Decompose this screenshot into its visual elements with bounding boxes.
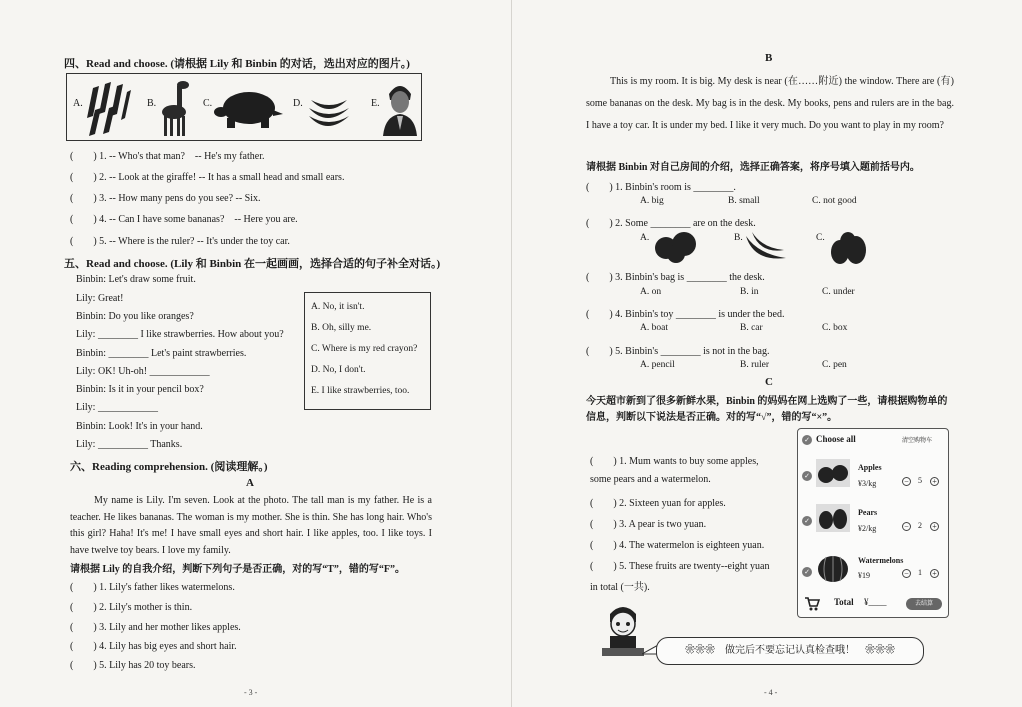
- pears-plus-button[interactable]: +: [930, 522, 939, 531]
- pb-q5-option: B. ruler: [740, 360, 770, 370]
- s4-item-1: ( ) 1. -- Who's that man? -- He's my father.: [70, 151, 265, 162]
- dialogue-line: Lily: __________ Thanks.: [76, 439, 183, 450]
- section-6-title: 六、Reading comprehension. (阅读理解。): [70, 461, 268, 473]
- pb-q2-letter-b: B.: [734, 233, 743, 243]
- apples-price: ¥3/kg: [858, 479, 877, 488]
- student-mascot-icon: [600, 600, 646, 658]
- pb-q3-option: B. in: [740, 287, 759, 297]
- apples-name: Apples: [858, 463, 882, 472]
- pears-checkbox[interactable]: ✓: [802, 516, 812, 526]
- watermelons-plus-button[interactable]: +: [930, 569, 939, 578]
- dialogue-line: Binbin: Let's draw some fruit.: [76, 274, 196, 285]
- watermelons-minus-button[interactable]: −: [902, 569, 911, 578]
- apples-plus-button[interactable]: +: [930, 477, 939, 486]
- pc-item-3: ( ) 3. A pear is two yuan.: [590, 519, 707, 530]
- s6-item-3: ( ) 3. Lily and her mother likes apples.: [70, 622, 241, 633]
- apples-icon: [816, 459, 850, 487]
- pb-q3-option: A. on: [640, 287, 662, 297]
- option-c: C. Where is my red crayon?: [311, 344, 418, 354]
- shopping-cart: [797, 428, 949, 618]
- apples-minus-button[interactable]: −: [902, 477, 911, 486]
- dialogue-line: Lily: Great!: [76, 293, 124, 304]
- section-4-title: 四、Read and choose. (请根据 Lily 和 Binbin 的对话，选出对应的图片。): [64, 58, 410, 70]
- apples-qty: 5: [918, 476, 922, 485]
- dialogue-line: Lily: ____________: [76, 402, 158, 413]
- dialogue-line: Lily: OK! Uh-oh! ____________: [76, 366, 210, 377]
- section-5-title: 五、Read and choose. (Lily 和 Binbin 在一起画画，选择合适的句子补全对话。): [64, 258, 441, 270]
- choose-all-checkbox[interactable]: ✓: [802, 435, 812, 445]
- pc-item-2: ( ) 2. Sixteen yuan for apples.: [590, 498, 726, 509]
- watermelons-price: ¥19: [858, 571, 870, 580]
- giraffe-icon: [159, 78, 195, 136]
- pb-q1-option: B. small: [728, 196, 760, 206]
- s6-item-4: ( ) 4. Lily has big eyes and short hair.: [70, 641, 237, 652]
- pencils-icon: [87, 78, 131, 136]
- pb-question-4: ( ) 4. Binbin's toy ________ is under the bed.: [586, 309, 785, 320]
- pb-q4-option: A. boat: [640, 323, 668, 333]
- passage-b-instruction: 请根据 Binbin 对自己房间的介绍，选择正确答案，将序号填入题前括号内。: [586, 162, 920, 173]
- pb-question-5: ( ) 5. Binbin's ________ is not in the bag.: [586, 346, 770, 357]
- pears-price: ¥2/kg: [858, 524, 877, 533]
- option-b: B. Oh, silly me.: [311, 323, 372, 333]
- page-number-right: - 4 -: [764, 688, 778, 697]
- apples-checkbox[interactable]: ✓: [802, 471, 812, 481]
- cart-icon: [804, 595, 820, 611]
- pb-question-3: ( ) 3. Binbin's bag is ________ the desk.: [586, 272, 765, 283]
- checkout-button[interactable]: 去结算: [906, 598, 942, 610]
- total-value: ¥____: [864, 597, 887, 607]
- reminder-banner: ❀❀❀ 做完后不要忘记认真检查哦！ ❀❀❀: [656, 637, 924, 665]
- part-c-label: C: [765, 376, 773, 388]
- choice-letter-a: A.: [73, 98, 83, 109]
- pb-q1-option: A. big: [640, 196, 664, 206]
- dialogue-line: Binbin: ________ Let's paint strawberries.: [76, 348, 247, 359]
- sentence-options-box: [304, 292, 431, 410]
- watermelons-name: Watermelons: [858, 556, 904, 565]
- turtle-icon: [213, 78, 283, 136]
- s4-item-2: ( ) 2. -- Look at the giraffe! -- It has a small head and small ears.: [70, 172, 345, 183]
- option-d: D. No, I don't.: [311, 365, 366, 375]
- pc-item-4: ( ) 4. The watermelon is eighteen yuan.: [590, 540, 765, 551]
- passage-a: My name is Lily. I'm seven. Look at the photo. The tall man is my father. He is a teacher. He likes bananas. The woman is my mother. She is thin. She has long hair. Who's this girl? Haha! It's me! I have small eyes and short hair. I like apples, too. I like toys. I have twelve toy bears. I love my family.: [70, 495, 432, 556]
- pb-question-1: ( ) 1. Binbin's room is ________.: [586, 182, 736, 193]
- pc-item-5-cont: in total (一共).: [590, 582, 650, 593]
- s4-item-3: ( ) 3. -- How many pens do you see? -- Six.: [70, 193, 261, 204]
- dialogue-line: Binbin: Is it in your pencil box?: [76, 384, 204, 395]
- pc-item-1: ( ) 1. Mum wants to buy some apples,: [590, 456, 759, 467]
- bananas-icon: [744, 228, 788, 264]
- pears-icon: [828, 224, 870, 266]
- pc-item-1-cont: some pears and a watermelon.: [590, 474, 711, 485]
- s6-item-1: ( ) 1. Lily's father likes watermelons.: [70, 582, 235, 593]
- dialogue-line: Lily: ________ I like strawberries. How about you?: [76, 329, 284, 340]
- option-e: E. I like strawberries, too.: [311, 386, 410, 396]
- bananas-icon: [305, 78, 351, 136]
- pb-q4-option: C. box: [822, 323, 848, 333]
- picture-choices-box: [66, 73, 422, 141]
- dialogue-line: Binbin: Do you like oranges?: [76, 311, 194, 322]
- total-label: Total: [834, 597, 854, 607]
- pears-name: Pears: [858, 508, 878, 517]
- dialogue-line: Binbin: Look! It's in your hand.: [76, 421, 203, 432]
- pc-item-5: ( ) 5. These fruits are twenty--eight yuan: [590, 561, 770, 572]
- pears-qty: 2: [918, 521, 922, 530]
- pb-q2-letter-c: C.: [816, 233, 825, 243]
- choice-letter-e: E.: [371, 98, 380, 109]
- s4-item-5: ( ) 5. -- Where is the ruler? -- It's under the toy car.: [70, 236, 290, 247]
- s6-item-2: ( ) 2. Lily's mother is thin.: [70, 602, 193, 613]
- pears-icon: [816, 504, 850, 532]
- pb-q1-option: C. not good: [812, 196, 857, 206]
- option-a: A. No, it isn't.: [311, 302, 365, 312]
- pb-q5-option: C. pen: [822, 360, 847, 370]
- s6-item-5: ( ) 5. Lily has 20 toy bears.: [70, 660, 196, 671]
- part-b-label: B: [765, 52, 773, 64]
- part-c-instruction: 今天超市新到了很多新鲜水果，Binbin 的妈妈在网上选购了一些，请根据购物单的信息，判断以下说法是否正确。对的写“√”，错的写“×”。: [586, 396, 948, 423]
- pb-q2-letter-a: A.: [640, 233, 650, 243]
- watermelons-checkbox[interactable]: ✓: [802, 567, 812, 577]
- watermelons-qty: 1: [918, 568, 922, 577]
- pb-q3-option: C. under: [822, 287, 855, 297]
- passage-a-instruction: 请根据 Lily 的自我介绍，判断下列句子是否正确，对的写“T”，错的写“F”。: [70, 564, 406, 575]
- s4-item-4: ( ) 4. -- Can I have some bananas? -- Here you are.: [70, 214, 298, 225]
- oranges-icon: [654, 228, 698, 264]
- choice-letter-c: C.: [203, 98, 213, 109]
- passage-b: This is my room. It is big. My desk is near (在……附近) the window. There are (有) some bananas on the desk. My bag is in the desk. My books, pens and rulers are in the bag. I have a toy car. It is under my bed. I like it very much. Do you want to play in my room?: [586, 76, 954, 131]
- pears-minus-button[interactable]: −: [902, 522, 911, 531]
- page-number-left: - 3 -: [244, 688, 258, 697]
- choice-letter-d: D.: [293, 98, 303, 109]
- choose-all-label: Choose all: [816, 434, 856, 444]
- man-portrait-icon: [383, 78, 417, 136]
- pb-question-2: ( ) 2. Some ________ are on the desk.: [586, 218, 756, 229]
- choice-letter-b: B.: [147, 98, 157, 109]
- clear-cart-link[interactable]: 清空购物车: [902, 438, 933, 444]
- pb-q4-option: B. car: [740, 323, 763, 333]
- pb-q5-option: A. pencil: [640, 360, 675, 370]
- part-a-label: A: [246, 477, 254, 489]
- watermelon-icon: [816, 553, 850, 583]
